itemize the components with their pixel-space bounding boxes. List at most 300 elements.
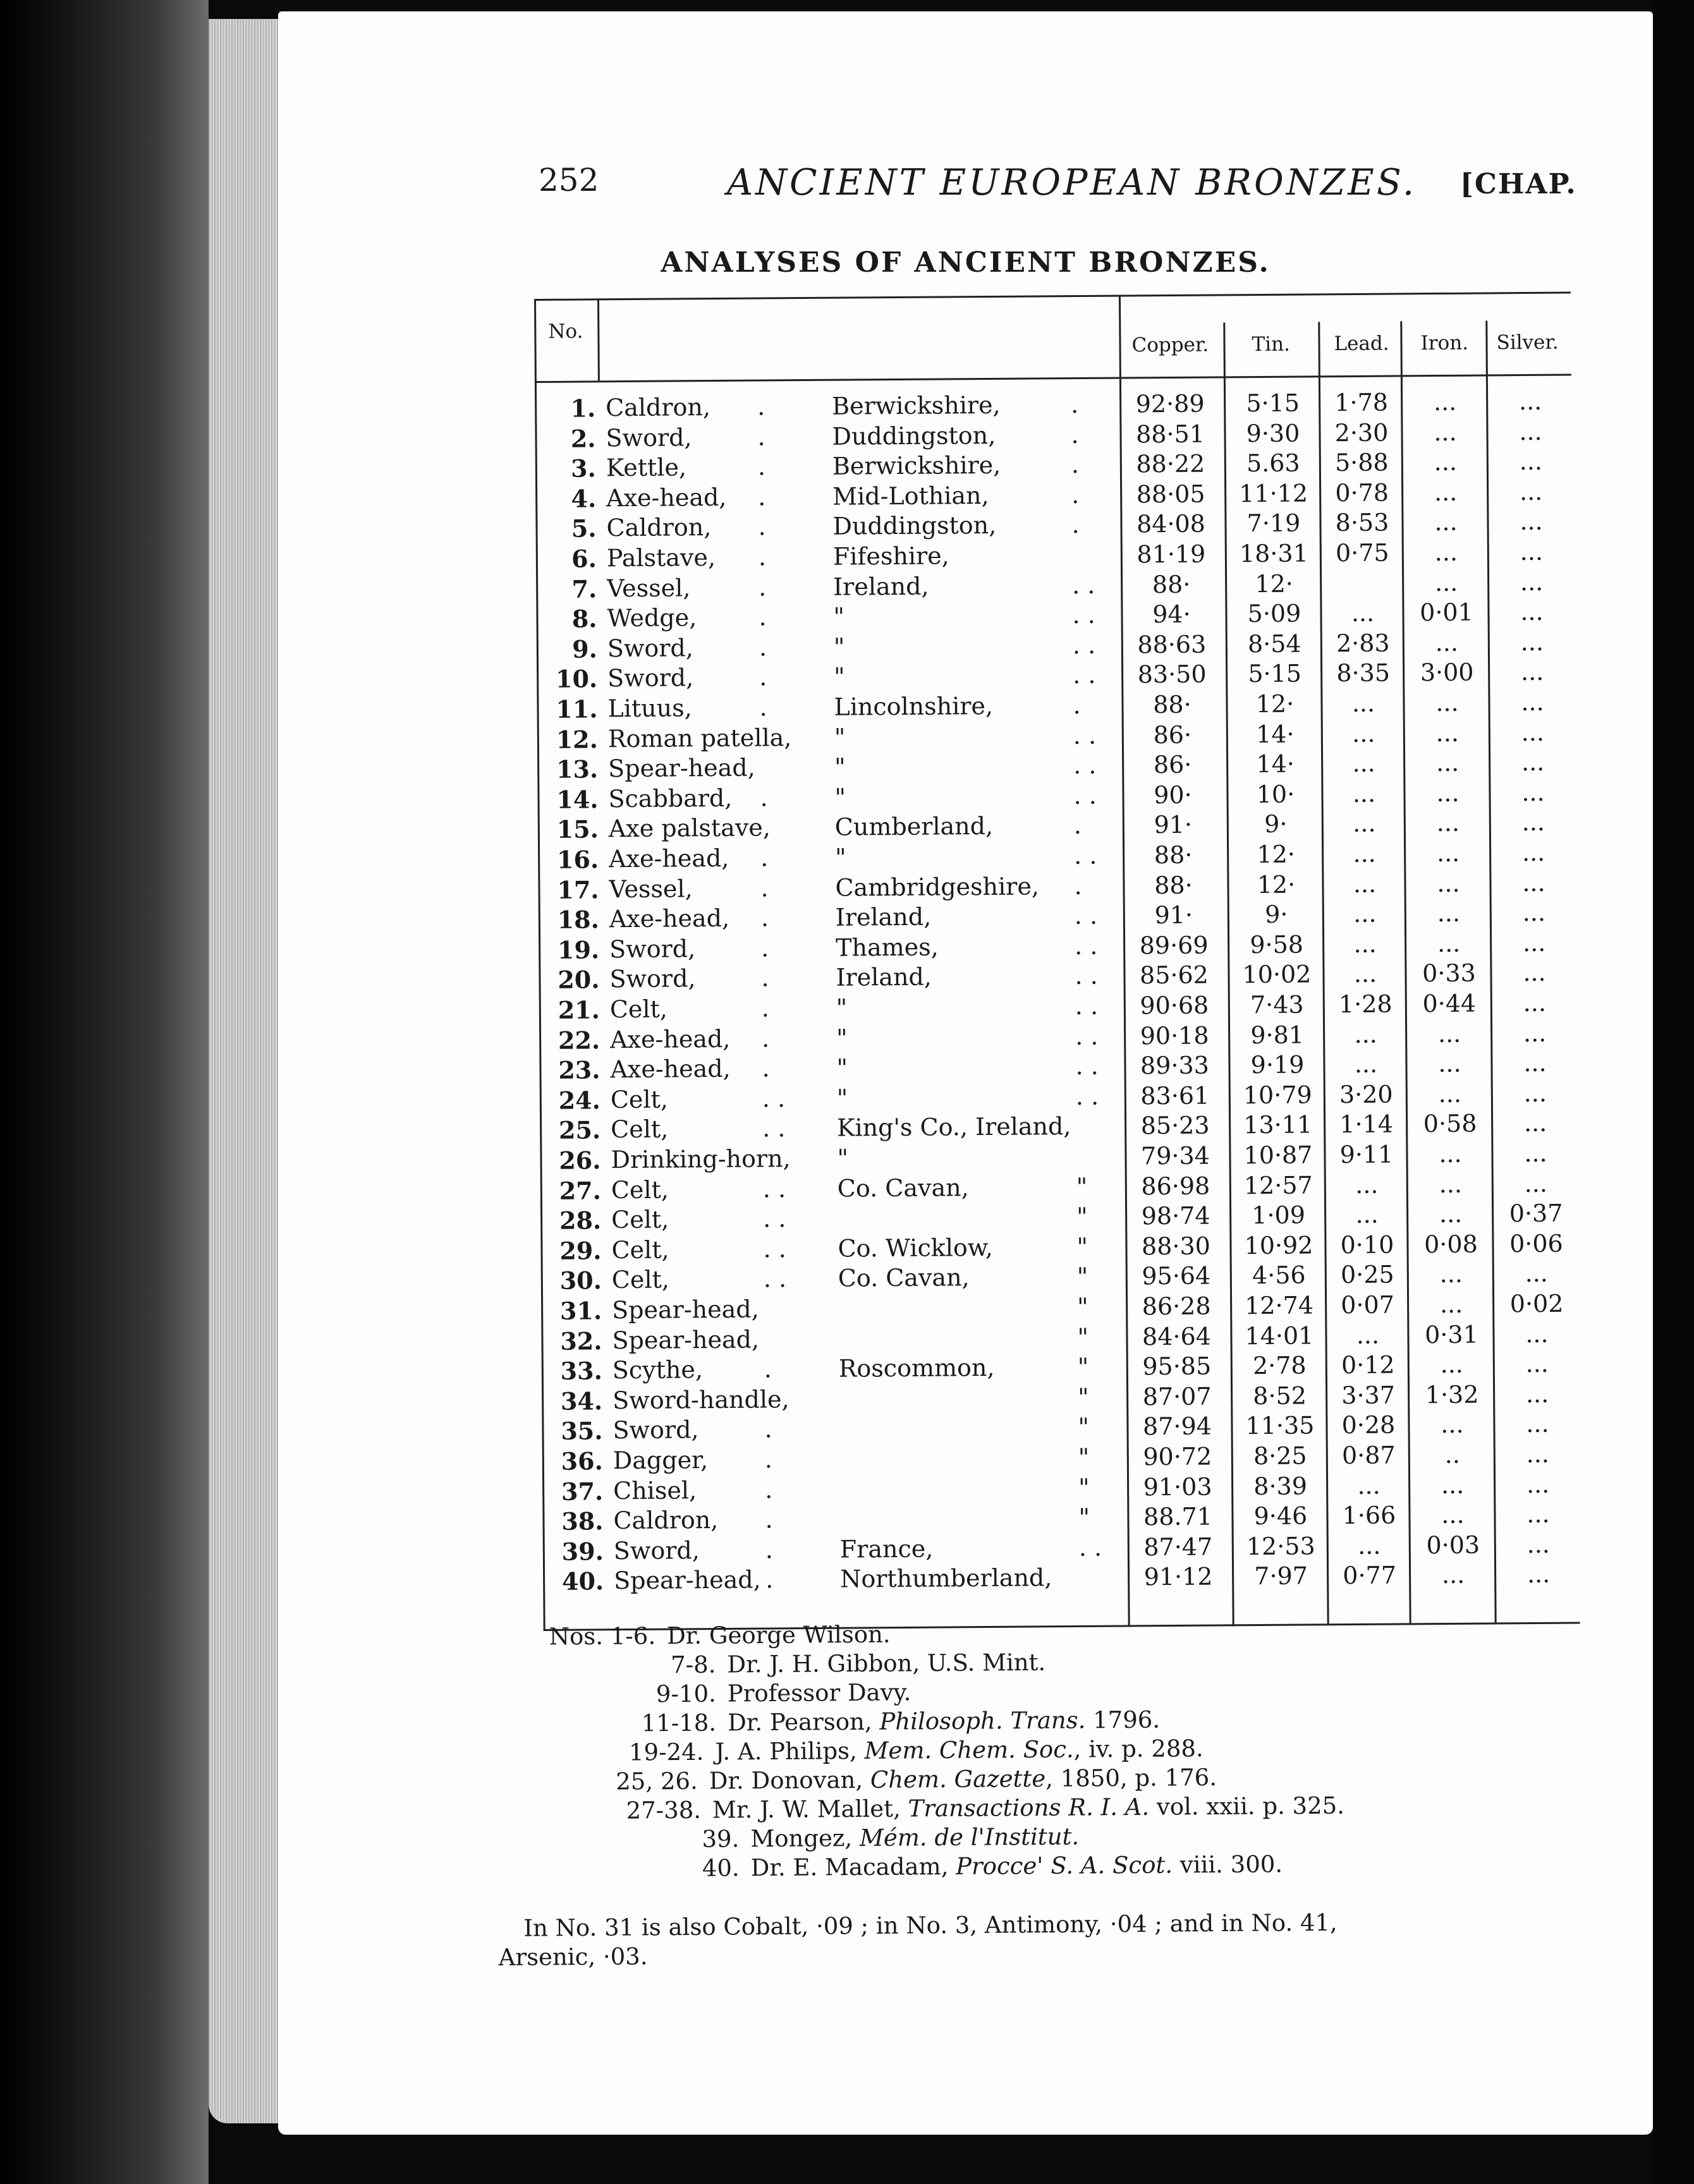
row-locality: Cumberland,	[834, 812, 994, 842]
row-lead: ...	[1353, 810, 1376, 838]
row-number: 2.	[570, 423, 596, 453]
row-copper: 88·63	[1137, 630, 1207, 659]
row-iron: ...	[1439, 1260, 1463, 1289]
source-text	[712, 1792, 1344, 1825]
row-leader: . .	[1075, 1022, 1099, 1050]
row-lead: 0·87	[1341, 1441, 1396, 1470]
row-leader: .	[760, 874, 769, 902]
row-iron: ...	[1440, 1350, 1464, 1379]
book-page	[278, 11, 1653, 2135]
row-number: 13.	[556, 755, 599, 784]
row-leader: "	[1077, 1323, 1089, 1351]
row-locality: "	[834, 662, 845, 691]
row-silver: ...	[1523, 1109, 1547, 1138]
row-leader: .	[758, 513, 766, 541]
row-lead: 9·11	[1339, 1140, 1394, 1169]
row-tin: 13·11	[1243, 1110, 1313, 1139]
row-leader: .	[757, 392, 765, 421]
row-locality: "	[836, 993, 848, 1022]
row-iron: ...	[1439, 1290, 1463, 1319]
row-object: Sword,	[607, 634, 694, 663]
row-iron: ...	[1434, 508, 1458, 537]
row-iron: ...	[1439, 1199, 1463, 1228]
row-copper: 91·03	[1143, 1472, 1212, 1501]
row-object: Lituus,	[607, 694, 692, 723]
row-silver: ...	[1523, 959, 1546, 987]
row-silver: ...	[1519, 447, 1543, 476]
row-silver: ...	[1526, 1530, 1551, 1558]
row-copper: 90·	[1154, 780, 1192, 809]
col-iron: Iron.	[1420, 331, 1469, 355]
source-author: Dr. Pearson,	[727, 1708, 880, 1737]
row-leader: . .	[1072, 571, 1095, 599]
row-leader: .	[762, 1024, 770, 1053]
source-key: 27-38.	[626, 1796, 702, 1824]
row-number: 19.	[557, 935, 600, 964]
row-tin: 8·25	[1253, 1441, 1307, 1471]
row-object: Celt,	[611, 1205, 669, 1234]
row-leader: . .	[1075, 931, 1098, 960]
row-object: Scythe,	[612, 1356, 704, 1385]
note-line-1: In No. 31 is also Cobalt, ·09 ; in No. 3, Antimony, ·04 ; and in No. 41,	[523, 1908, 1338, 1942]
row-number: 24.	[558, 1086, 601, 1115]
row-object: Axe-head,	[609, 844, 729, 873]
row-iron: ...	[1434, 418, 1457, 446]
row-locality: Co. Cavan,	[838, 1263, 970, 1293]
row-copper: 88·	[1154, 871, 1193, 899]
row-leader: .	[760, 844, 769, 872]
row-copper: 88·51	[1135, 420, 1205, 448]
row-tin: 9·30	[1246, 419, 1300, 447]
row-object: Axe-head,	[606, 483, 727, 513]
row-silver: ...	[1523, 1019, 1547, 1047]
row-leader: . .	[1075, 1052, 1099, 1081]
row-lead: ...	[1353, 930, 1377, 958]
source-text	[727, 1648, 1045, 1680]
row-tin: 12·57	[1243, 1171, 1313, 1199]
chapter-label: [CHAP.	[1460, 168, 1577, 200]
row-leader: .	[762, 1054, 770, 1083]
row-number: 6.	[571, 544, 597, 573]
row-iron: ...	[1439, 1139, 1462, 1168]
row-leader: "	[1076, 1203, 1088, 1231]
source-publication: Transactions R. I. A.	[908, 1793, 1150, 1823]
row-lead: ...	[1353, 870, 1377, 898]
row-number: 28.	[559, 1206, 602, 1235]
row-iron: 0·01	[1420, 598, 1473, 627]
row-copper: 89·33	[1140, 1051, 1210, 1080]
source-publication: Philosoph. Trans.	[879, 1706, 1086, 1735]
row-object: Drinking-horn,	[611, 1144, 791, 1174]
row-number: 3.	[571, 454, 597, 483]
row-locality: Fifeshire,	[832, 542, 949, 571]
row-lead: ...	[1357, 1471, 1380, 1500]
source-text	[715, 1734, 1203, 1766]
source-key: 40.	[702, 1854, 740, 1882]
row-iron: 0·33	[1422, 959, 1476, 988]
row-number: 20.	[558, 965, 600, 995]
row-number: 26.	[559, 1146, 601, 1175]
row-number: 14.	[556, 785, 599, 814]
row-locality: France,	[839, 1534, 934, 1563]
row-lead: 0·77	[1343, 1561, 1397, 1590]
row-silver: ...	[1519, 477, 1543, 506]
row-lead: ...	[1354, 1050, 1378, 1079]
row-iron: 0·31	[1425, 1320, 1478, 1349]
row-iron: ...	[1434, 448, 1458, 476]
row-lead: ...	[1352, 719, 1375, 748]
row-locality: Mid-Lothian,	[832, 481, 989, 511]
source-key: 9-10.	[655, 1680, 716, 1708]
row-locality: "	[834, 723, 846, 751]
row-copper: 98·74	[1141, 1201, 1210, 1230]
source-text	[728, 1678, 911, 1708]
row-locality: "	[836, 1053, 848, 1082]
row-silver: ...	[1521, 778, 1545, 806]
row-silver: ...	[1525, 1350, 1549, 1378]
row-iron: ...	[1441, 1561, 1465, 1589]
row-leader: .	[764, 1445, 773, 1474]
row-copper: 88·22	[1136, 449, 1205, 478]
row-copper: 86·	[1153, 750, 1192, 779]
row-locality: Ireland,	[835, 902, 932, 931]
row-number: 37.	[561, 1476, 604, 1506]
row-tin: 9·46	[1253, 1502, 1308, 1531]
row-leader: .	[1073, 691, 1081, 720]
row-locality: Duddingston,	[832, 421, 996, 451]
source-reference: vol. xxii. p. 325.	[1149, 1792, 1345, 1821]
row-leader: . .	[1075, 992, 1099, 1021]
source-reference: , iv. p. 288.	[1073, 1735, 1203, 1763]
row-object: Roman patella,	[607, 723, 792, 753]
row-tin: 12·	[1257, 840, 1296, 869]
row-iron: 0·44	[1422, 989, 1477, 1018]
row-silver: ...	[1520, 598, 1544, 626]
row-lead: 2·30	[1334, 418, 1389, 447]
row-tin: 7·43	[1250, 990, 1304, 1019]
row-leader: "	[1077, 1383, 1089, 1411]
row-object: Spear-head,	[612, 1325, 760, 1354]
row-copper: 91·	[1154, 901, 1193, 930]
row-silver: ...	[1520, 507, 1543, 536]
row-leader: .	[759, 573, 767, 602]
row-iron: ...	[1434, 478, 1458, 506]
row-tin: 12·	[1255, 569, 1294, 598]
row-tin: 2·78	[1252, 1351, 1307, 1380]
row-lead: ...	[1356, 1321, 1380, 1349]
row-locality: "	[836, 1024, 848, 1052]
row-leader: .	[1073, 811, 1082, 840]
row-copper: 87·94	[1142, 1412, 1212, 1441]
row-iron: 0·08	[1424, 1230, 1478, 1259]
row-object: Sword,	[606, 423, 692, 452]
row-leader: . .	[763, 1265, 787, 1293]
row-number: 11.	[556, 695, 598, 724]
row-leader: . .	[1073, 721, 1097, 749]
row-tin: 8·54	[1247, 629, 1301, 658]
row-iron: ...	[1437, 1019, 1461, 1048]
row-copper: 87·07	[1142, 1382, 1212, 1411]
row-copper: 83·61	[1140, 1081, 1210, 1110]
row-lead: ...	[1358, 1531, 1381, 1560]
row-silver: ...	[1521, 748, 1545, 777]
row-leader: . .	[1072, 601, 1095, 629]
row-silver: ...	[1520, 567, 1544, 596]
row-number: 40.	[561, 1567, 604, 1596]
source-key: 39.	[702, 1825, 740, 1853]
row-number: 29.	[559, 1236, 602, 1265]
row-number: 1.	[570, 394, 596, 423]
source-author: Mr. J. W. Mallet,	[712, 1795, 908, 1824]
row-leader: "	[1078, 1413, 1090, 1441]
row-lead: 8·53	[1335, 508, 1389, 537]
row-silver: ...	[1521, 808, 1545, 837]
source-text	[728, 1706, 1160, 1738]
row-iron: ...	[1436, 839, 1460, 868]
row-silver: ...	[1526, 1500, 1550, 1529]
row-locality: Co. Wicklow,	[838, 1233, 994, 1263]
row-copper: 90·68	[1140, 991, 1209, 1020]
row-object: Axe-head,	[609, 904, 730, 933]
row-number: 9.	[572, 634, 598, 664]
row-leader: .	[760, 904, 769, 932]
row-tin: 5·09	[1247, 599, 1301, 628]
table-title: ANALYSES OF ANCIENT BRONZES.	[661, 246, 1270, 279]
row-tin: 10·02	[1242, 960, 1312, 989]
row-tin: 12·74	[1245, 1291, 1314, 1320]
row-copper: 91·	[1154, 811, 1193, 839]
row-leader: . .	[762, 1174, 786, 1203]
row-object: Vessel,	[609, 874, 693, 903]
source-key: Nos. 1-6.	[549, 1622, 656, 1651]
row-silver: ...	[1523, 988, 1547, 1017]
row-silver: ...	[1520, 537, 1544, 566]
row-object: Celt,	[609, 995, 668, 1024]
row-object: Kettle,	[606, 453, 687, 482]
row-leader: .	[761, 964, 769, 992]
row-object: Vessel,	[607, 573, 691, 602]
row-copper: 84·64	[1142, 1322, 1212, 1350]
row-leader: .	[760, 784, 768, 812]
row-lead: 1·14	[1339, 1110, 1394, 1139]
row-silver: ...	[1525, 1380, 1549, 1408]
row-number: 32.	[560, 1326, 602, 1356]
row-locality: Thames,	[836, 933, 939, 962]
row-locality: "	[834, 783, 846, 811]
row-locality: Berwickshire,	[832, 451, 1001, 480]
row-leader: . .	[1073, 781, 1097, 810]
row-leader: . .	[763, 1235, 786, 1263]
row-leader: . .	[1074, 841, 1097, 870]
row-lead	[1323, 568, 1402, 569]
row-leader: . .	[762, 1114, 786, 1143]
row-silver: ...	[1526, 1440, 1550, 1469]
row-locality: Duddingston,	[832, 511, 997, 541]
row-tin: 10·	[1256, 780, 1295, 808]
row-silver: ...	[1520, 658, 1544, 686]
row-lead: 0·75	[1335, 538, 1389, 567]
row-silver: 0·06	[1509, 1229, 1563, 1258]
row-number: 38.	[561, 1507, 604, 1536]
row-lead: 0·10	[1340, 1230, 1394, 1259]
row-copper: 81·19	[1136, 540, 1206, 569]
row-object: Sword,	[612, 1416, 699, 1445]
row-leader: . .	[1078, 1533, 1102, 1562]
row-leader: .	[759, 663, 767, 691]
row-copper: 89·69	[1139, 931, 1209, 960]
row-leader: .	[761, 934, 769, 962]
row-number: 39.	[561, 1537, 604, 1566]
col-silver: Silver.	[1496, 331, 1559, 355]
row-silver: ...	[1524, 1169, 1548, 1198]
row-tin: 10·87	[1243, 1141, 1313, 1170]
scan-background	[1653, 0, 1694, 2184]
row-iron: ...	[1437, 929, 1461, 957]
row-locality: Co. Cavan,	[837, 1173, 969, 1203]
row-tin: 8·52	[1253, 1381, 1307, 1410]
row-tin: 5·15	[1246, 389, 1300, 418]
source-author: Mongez,	[750, 1824, 860, 1853]
row-object: Palstave,	[606, 543, 716, 573]
row-object: Wedge,	[607, 604, 697, 633]
source-author: Dr. E. Macadam,	[750, 1852, 956, 1882]
row-object: Sword,	[609, 964, 696, 993]
row-locality: "	[833, 633, 845, 661]
row-leader: .	[765, 1476, 773, 1504]
row-leader: .	[1071, 390, 1079, 419]
row-tin: 1·09	[1252, 1201, 1306, 1230]
row-silver: 0·37	[1509, 1199, 1563, 1228]
row-locality: Cambridgeshire,	[835, 872, 1040, 902]
row-silver: ...	[1522, 899, 1546, 927]
row-tin: 10·79	[1243, 1081, 1312, 1109]
row-copper: 94·	[1152, 600, 1191, 629]
row-copper: 88·	[1154, 840, 1193, 870]
row-silver: ...	[1523, 1049, 1547, 1077]
row-tin: 7·97	[1254, 1562, 1308, 1591]
row-lead: ...	[1353, 899, 1377, 928]
row-copper: 88·	[1152, 570, 1191, 598]
row-tin: 12·	[1255, 689, 1295, 719]
row-copper: 85·23	[1140, 1111, 1210, 1140]
row-object: Caldron,	[606, 393, 711, 422]
row-leader: "	[1077, 1292, 1088, 1321]
row-lead: 0·12	[1341, 1350, 1395, 1380]
source-text	[667, 1620, 891, 1651]
row-iron: ...	[1438, 1079, 1462, 1108]
row-number: 33.	[560, 1356, 602, 1385]
row-leader: .	[1071, 451, 1080, 479]
row-leader: "	[1076, 1232, 1088, 1261]
table-top-rule	[534, 292, 1571, 301]
row-iron: 0·03	[1426, 1531, 1480, 1559]
row-locality: "	[833, 602, 845, 631]
row-lead: 3·20	[1339, 1080, 1393, 1108]
page-number: 252	[539, 162, 599, 198]
row-number: 12.	[556, 724, 599, 754]
row-silver: ...	[1525, 1259, 1549, 1288]
row-iron: ...	[1437, 899, 1461, 928]
source-text	[750, 1823, 1079, 1854]
row-locality: Ireland,	[836, 963, 932, 992]
row-lead: 0·78	[1335, 478, 1389, 507]
row-leader: .	[764, 1355, 772, 1383]
row-copper: 86·28	[1142, 1292, 1211, 1321]
row-silver: ...	[1523, 1079, 1547, 1107]
row-iron: ...	[1438, 1049, 1461, 1078]
row-number: 30.	[559, 1266, 602, 1295]
row-number: 8.	[571, 604, 597, 633]
row-locality: Ireland,	[833, 572, 929, 601]
row-leader: .	[1071, 480, 1080, 509]
row-locality: "	[837, 1144, 849, 1172]
row-silver: ...	[1525, 1320, 1549, 1348]
row-number: 27.	[559, 1175, 602, 1205]
row-tin: 4·56	[1252, 1261, 1306, 1290]
row-object: Celt,	[611, 1175, 669, 1204]
row-object: Sword,	[609, 935, 696, 963]
row-number: 25.	[558, 1115, 601, 1145]
row-object: Celt,	[611, 1235, 669, 1264]
row-tin: 8·39	[1253, 1472, 1308, 1500]
row-leader: "	[1078, 1503, 1090, 1532]
row-copper: 79·34	[1140, 1141, 1210, 1170]
row-iron: ...	[1435, 628, 1459, 657]
source-text	[751, 1850, 1283, 1883]
row-silver: ...	[1522, 928, 1546, 957]
row-copper: 88·30	[1141, 1232, 1211, 1261]
row-copper: 84·08	[1136, 509, 1206, 538]
row-leader: "	[1076, 1172, 1088, 1201]
row-number: 17.	[557, 875, 599, 904]
source-key: 7-8.	[670, 1651, 716, 1679]
row-tin: 9·	[1264, 810, 1288, 839]
row-lead: 3·37	[1341, 1381, 1396, 1409]
row-leader: . .	[1073, 751, 1097, 780]
header-rule	[535, 374, 1571, 383]
row-silver: ...	[1526, 1410, 1549, 1438]
row-iron: ...	[1436, 809, 1460, 837]
row-object: Celt,	[611, 1115, 669, 1144]
row-leader: . .	[1073, 661, 1096, 689]
source-publication: Procce' S. A. Scot.	[955, 1851, 1173, 1880]
row-tin: 7·19	[1246, 509, 1301, 538]
row-tin: 9·58	[1250, 930, 1304, 959]
row-number: 23.	[558, 1055, 600, 1084]
row-leader: .	[1071, 511, 1080, 539]
row-object: Caldron,	[606, 513, 712, 542]
row-silver: ...	[1524, 1139, 1547, 1168]
row-tin: 12·53	[1246, 1532, 1315, 1560]
row-iron: ...	[1435, 748, 1459, 777]
source-publication: Chem. Gazette	[870, 1764, 1046, 1793]
row-tin: 5.63	[1246, 449, 1300, 478]
row-copper: 95·64	[1142, 1261, 1211, 1290]
row-number: 10.	[555, 664, 598, 694]
row-number: 22.	[558, 1025, 600, 1055]
row-locality: "	[834, 753, 846, 781]
row-object: Spear-head,	[608, 753, 755, 783]
row-lead: ...	[1351, 689, 1375, 717]
row-tin: 9·19	[1250, 1050, 1305, 1079]
row-silver: ...	[1520, 628, 1544, 656]
row-locality: Lincolnshire,	[834, 691, 994, 721]
row-tin: 11·35	[1245, 1411, 1315, 1440]
row-iron: ...	[1434, 538, 1458, 567]
row-object: Celt,	[611, 1265, 670, 1294]
source-key: 19-24.	[628, 1738, 704, 1766]
row-copper: 85·62	[1139, 961, 1209, 990]
